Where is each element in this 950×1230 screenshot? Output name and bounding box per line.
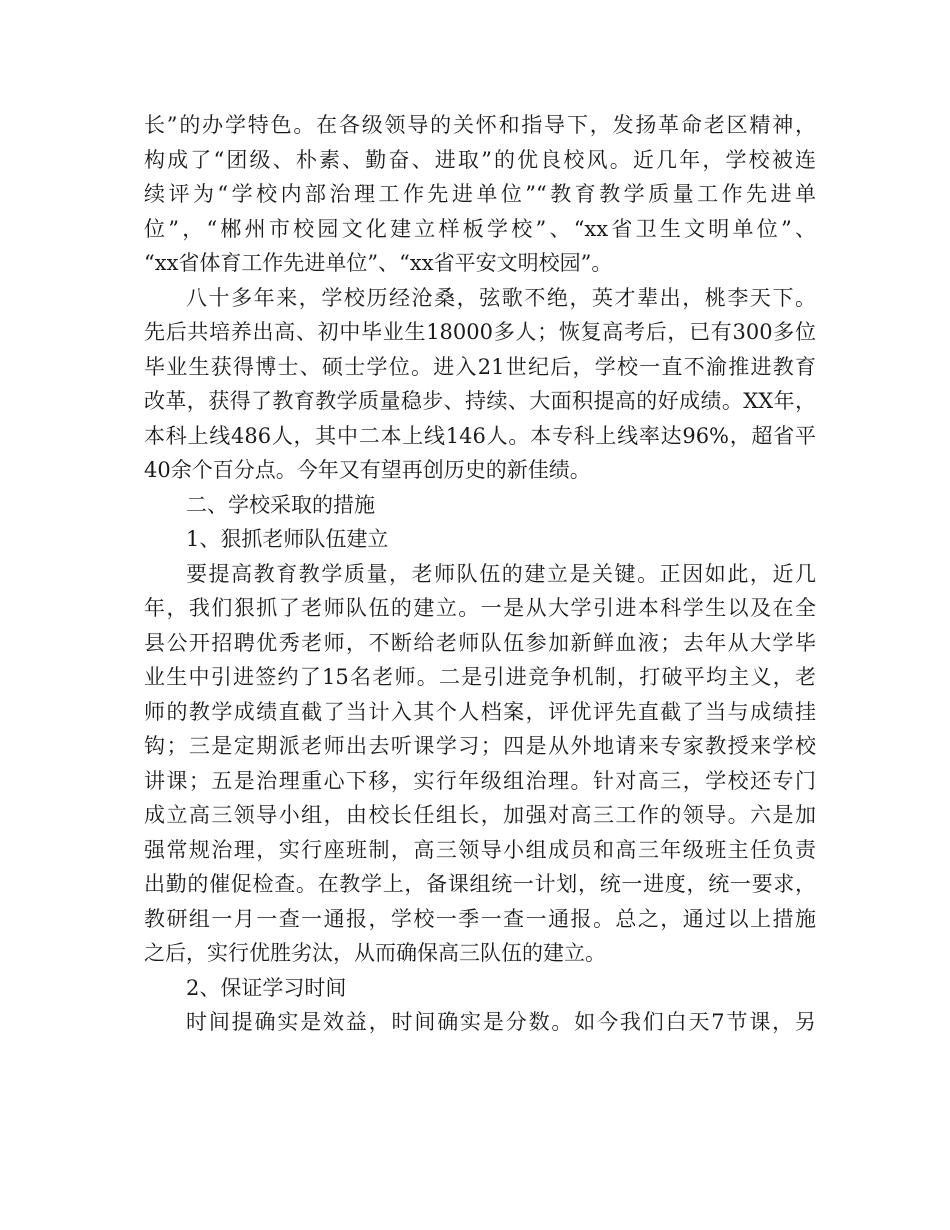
paragraph-study-time xyxy=(144,1005,816,1040)
paragraph-school-honors xyxy=(144,108,816,281)
text-line: 先后共培养出高、初中毕业生18000多人；恢复高考后，已有300多位 xyxy=(144,320,816,344)
text-line: 教研组一月一查一通报，学校一季一查一通报。总之，通过以上措施 xyxy=(144,906,816,931)
paragraph-school-history xyxy=(144,281,816,488)
text-line: 位”，“郴州市校园文化建立样板学校”、“xx省卫生文明单位”、 xyxy=(144,216,816,241)
text-line: 续评为“学校内部治理工作先进单位”“教育教学质量工作先进单 xyxy=(144,182,816,206)
text-line: 改革，获得了教育教学质量稳步、持续、大面积提高的好成绩。XX年， xyxy=(144,389,816,413)
text-line: 之后，实行优胜劣汰，从而确保高三队伍的建立。 xyxy=(144,941,606,965)
text-line: 构成了“团级、朴素、勤奋、进取”的优良校风。近几年，学校被连 xyxy=(144,147,816,172)
section-heading-measures: 二、学校采取的措施 xyxy=(186,492,375,517)
subsection-heading-study-time: 2、保证学习时间 xyxy=(186,975,347,1000)
paragraph-teacher-team xyxy=(144,557,816,971)
text-line: 成立高三领导小组，由校长任组长，加强对高三工作的领导。六是加 xyxy=(144,803,816,827)
text-line: 强常规治理，实行座班制，高三领导小组成员和高三年级班主任负责 xyxy=(144,837,816,862)
text-line: 师的教学成绩直截了当计入其个人档案，评优评先直截了当与成绩挂 xyxy=(144,699,816,724)
text-line: 长”的办学特色。在各级领导的关怀和指导下，发扬革命老区精神， xyxy=(144,113,816,137)
text-line: 讲课；五是治理重心下移，实行年级组治理。针对高三，学校还专门 xyxy=(144,768,816,793)
text-line: 本科上线486人，其中二本上线146人。本专科上线率达96%，超省平 xyxy=(144,423,816,448)
text-line: “xx省体育工作先进单位”、“xx省平安文明校园”。 xyxy=(144,251,613,275)
text-line: 毕业生获得博士、硕士学位。进入21世纪后，学校一直不渝推进教育 xyxy=(144,354,816,379)
text-line: 40余个百分点。今年又有望再创历史的新佳绩。 xyxy=(144,458,591,482)
text-line: 钩；三是定期派老师出去听课学习；四是从外地请来专家教授来学校 xyxy=(144,734,816,758)
text-line: 年，我们狠抓了老师队伍的建立。一是从大学引进本科学生以及在全 xyxy=(144,596,816,620)
document-body xyxy=(144,108,816,1040)
text-line: 要提高教育教学质量，老师队伍的建立是关键。正因如此，近几 xyxy=(186,561,816,586)
text-line: 业生中引进签约了15名老师。二是引进竞争机制，打破平均主义，老 xyxy=(144,665,816,689)
subsection-heading-teacher-team: 1、狠抓老师队伍建立 xyxy=(186,527,389,551)
text-line: 八十多年来，学校历经沧桑，弦歌不绝，英才辈出，桃李天下。 xyxy=(186,285,816,310)
text-line: 时间提确实是效益，时间确实是分数。如今我们白天7节课，另 xyxy=(186,1010,816,1034)
text-line: 出勤的催促检查。在教学上，备课组统一计划，统一进度，统一要求， xyxy=(144,872,816,896)
text-line: 县公开招聘优秀老师，不断给老师队伍参加新鲜血液；去年从大学毕 xyxy=(144,630,816,655)
